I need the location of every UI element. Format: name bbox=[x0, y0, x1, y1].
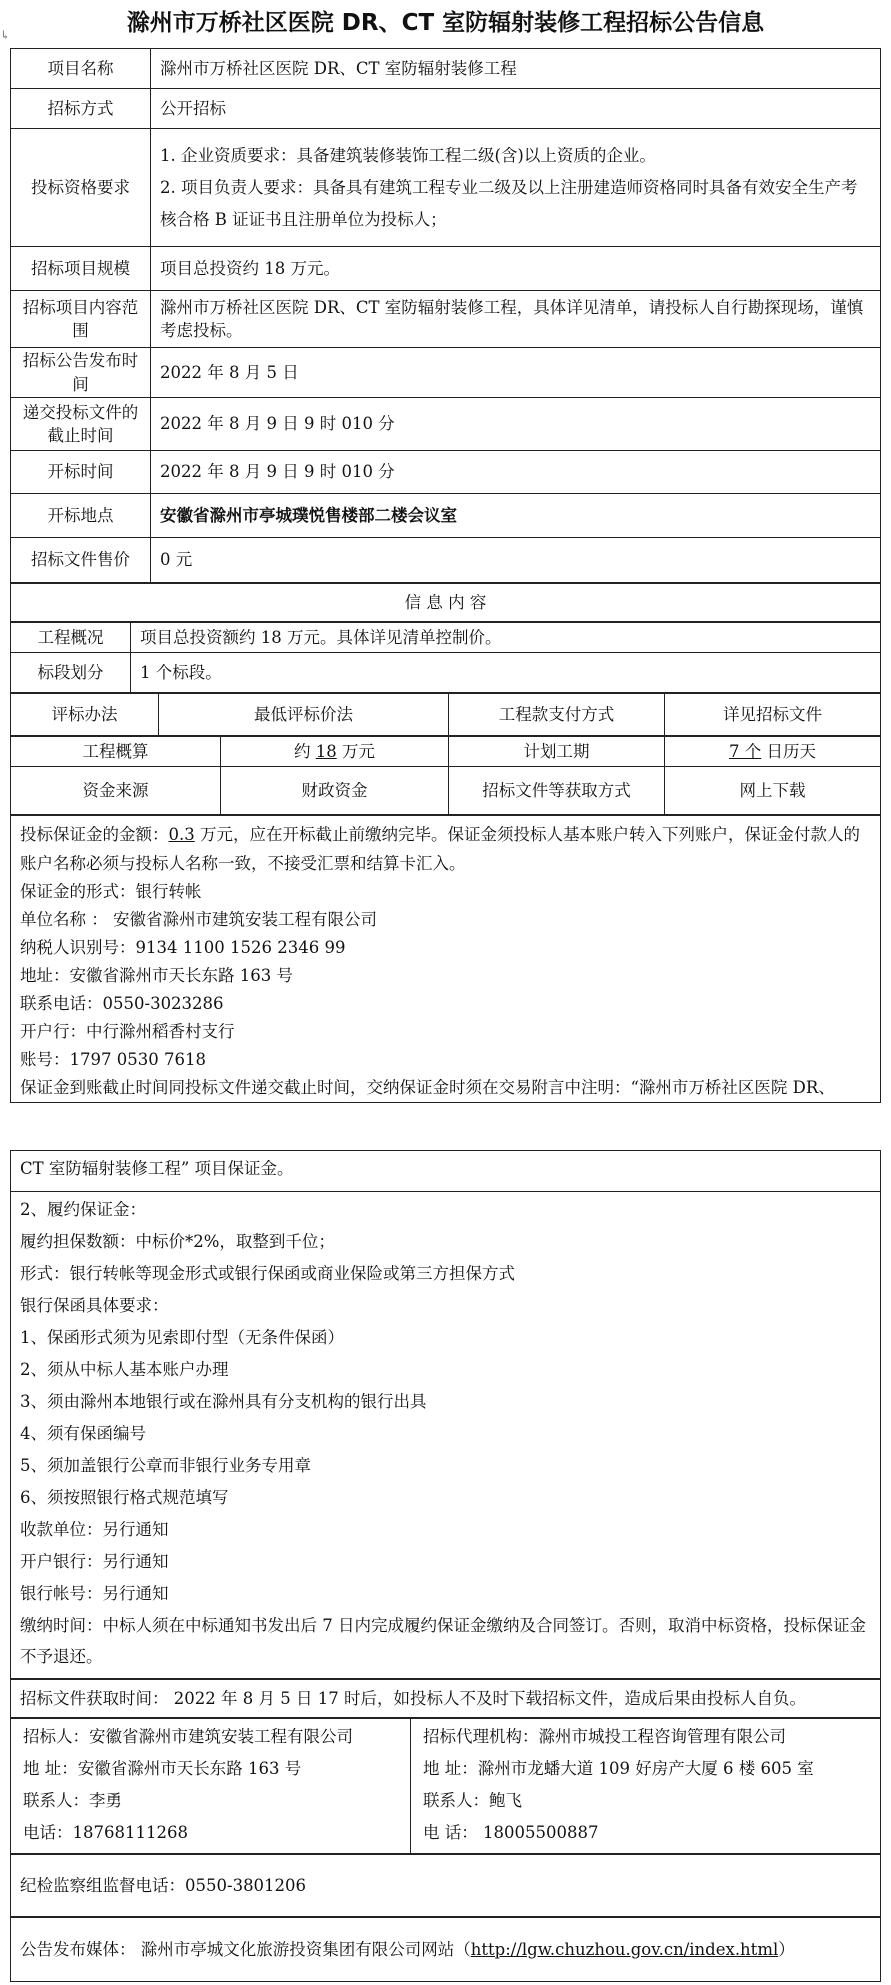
value: 2022 年 8 月 9 日 9 时 010 分 bbox=[151, 398, 881, 451]
label: 工程概况 bbox=[11, 623, 131, 653]
tenderer-phone: 电话：18768111268 bbox=[23, 1823, 188, 1842]
deposit-account: 账号：1797 0530 7618 bbox=[20, 1050, 206, 1069]
value: 滁州市万桥社区医院 DR、CT 室防辐射装修工程 bbox=[151, 49, 881, 89]
deposit-note: 保证金到账截止时间同投标文件递交截止时间，交纳保证金时须在交易附言中注明：“滁州市万桥社区医院 DR、 bbox=[20, 1078, 835, 1097]
guarantee-req: 1、保函形式须为见索即付型（无条件保函） bbox=[20, 1328, 344, 1347]
value: 2022 年 8 月 5 日 bbox=[151, 348, 881, 398]
media-link[interactable]: http://lgw.chuzhou.gov.cn/index.html bbox=[470, 1939, 779, 1959]
value: 网上下载 bbox=[665, 767, 881, 815]
value: 公开招标 bbox=[151, 89, 881, 129]
value: 项目总投资额约 18 万元。具体详见清单控制价。 bbox=[131, 623, 881, 653]
obtain-time: 招标文件获取时间： 2022 年 8 月 5 日 17 时后，如投标人不及时下载招标文件，造成后果由投标人自负。 bbox=[11, 1680, 881, 1718]
margin-marker-icon: ↳ bbox=[0, 28, 11, 42]
supervision-phone: 纪检监察组监督电话：0550-3801206 bbox=[11, 1855, 881, 1917]
deposit-form: 保证金的形式：银行转帐 bbox=[20, 882, 202, 901]
announcement-page-2 bbox=[10, 1150, 881, 1982]
payee-bank: 开户银行：另行通知 bbox=[20, 1552, 169, 1571]
label: 招标文件等获取方式 bbox=[449, 767, 665, 815]
agent-phone: 电 话： 18005500887 bbox=[423, 1823, 599, 1842]
deposit-address: 地址：安徽省滁州市天长东路 163 号 bbox=[20, 966, 293, 985]
deposit-tax-id: 纳税人识别号：9134 1100 1526 2346 99 bbox=[20, 938, 346, 957]
row-publish-time bbox=[11, 348, 881, 398]
qualification-item: 2. 项目负责人要求：具备具有建筑工程专业二级及以上注册建造师资格同时具备有效安全生产考核合格 B 证证书且注册单位为投标人； bbox=[160, 177, 858, 229]
value: 约 18 万元 bbox=[221, 737, 449, 767]
tenderer-address: 地 址：安徽省滁州市天长东路 163 号 bbox=[23, 1759, 302, 1778]
media-table: 公告发布媒体： 滁州市亭城文化旅游投资集团有限公司网站（http://lgw.chuzhou.gov.cn/index.html） bbox=[10, 1917, 881, 1982]
obtain-table bbox=[10, 1679, 881, 1718]
label: 开标时间 bbox=[11, 451, 151, 494]
deposit-unit: 单位名称 ： 安徽省滁州市建筑安装工程有限公司 bbox=[20, 910, 377, 929]
value: 详见招标文件 bbox=[665, 694, 881, 736]
value: 7 个 日历天 bbox=[665, 737, 881, 767]
row-evaluation bbox=[11, 694, 881, 736]
value: 滁州市万桥社区医院 DR、CT 室防辐射装修工程，具体详见清单，请投标人自行勘探现场，谨慎考虑投标。 bbox=[151, 291, 881, 348]
tenderer-name: 招标人：安徽省滁州市建筑安装工程有限公司 bbox=[23, 1727, 353, 1746]
supervision-table bbox=[10, 1854, 881, 1917]
label: 资金来源 bbox=[11, 767, 221, 815]
value: 0 元 bbox=[151, 538, 881, 583]
payee: 收款单位：另行通知 bbox=[20, 1520, 169, 1539]
summary-grid-b bbox=[10, 736, 881, 815]
row-sections bbox=[11, 653, 881, 693]
row-scale bbox=[11, 247, 881, 291]
label: 招标项目规模 bbox=[11, 247, 151, 291]
row-deadline bbox=[11, 398, 881, 451]
guarantee-req: 4、须有保函编号 bbox=[20, 1424, 146, 1443]
announcement-page-1 bbox=[10, 48, 881, 1103]
row-project-name bbox=[11, 49, 881, 89]
value: 1 个标段。 bbox=[131, 653, 881, 693]
value: 项目总投资约 18 万元。 bbox=[151, 247, 881, 291]
label: 标段划分 bbox=[11, 653, 131, 693]
label: 计划工期 bbox=[449, 737, 665, 767]
label: 招标方式 bbox=[11, 89, 151, 129]
label: 递交投标文件的截止时间 bbox=[11, 398, 151, 451]
deposit-amount-text: 投标保证金的金额：0.3 万元，应在开标截止前缴纳完毕。保证金须投标人基本账户转入下列账户，保证金付款人的账户名称必须与投标人名称一致，不接受汇票和结算卡汇入。 bbox=[20, 825, 860, 873]
label: 招标公告发布时间 bbox=[11, 348, 151, 398]
deposit-phone: 联系电话：0550-3023286 bbox=[20, 994, 224, 1013]
label: 招标文件售价 bbox=[11, 538, 151, 583]
deposit-table bbox=[10, 815, 881, 1103]
row-scope bbox=[11, 291, 881, 348]
row-opening-place bbox=[11, 494, 881, 538]
row-overview bbox=[11, 623, 881, 653]
value: 最低评标价法 bbox=[159, 694, 449, 736]
guarantee-req: 3、须由滁州本地银行或在滁州具有分支机构的银行出具 bbox=[20, 1392, 427, 1411]
guarantee-title: 银行保函具体要求： bbox=[20, 1296, 169, 1315]
agent-contact: 联系人：鲍飞 bbox=[423, 1791, 522, 1810]
agent-address: 地 址：滁州市龙蟠大道 109 好房产大厦 6 楼 605 室 bbox=[423, 1759, 814, 1778]
label: 开标地点 bbox=[11, 494, 151, 538]
label: 项目名称 bbox=[11, 49, 151, 89]
budget-amount: 18 bbox=[315, 741, 337, 761]
performance-amount: 履约担保数额：中标价*2%，取整到千位； bbox=[20, 1232, 335, 1251]
contact-table bbox=[10, 1718, 881, 1854]
payee-account: 银行帐号：另行通知 bbox=[20, 1584, 169, 1603]
period-days: 7 个 bbox=[729, 741, 762, 761]
row-doc-price bbox=[11, 538, 881, 583]
basic-info-table bbox=[10, 48, 881, 583]
label: 评标办法 bbox=[11, 694, 159, 736]
label: 工程概算 bbox=[11, 737, 221, 767]
value: 财政资金 bbox=[221, 767, 449, 815]
row-budget bbox=[11, 737, 881, 767]
guarantee-req: 2、须从中标人基本账户办理 bbox=[20, 1360, 229, 1379]
row-opening-time bbox=[11, 451, 881, 494]
value: 2022 年 8 月 9 日 9 时 010 分 bbox=[151, 451, 881, 494]
media-label: 公告发布媒体： 滁州市亭城文化旅游投资集团有限公司网站（ bbox=[20, 1939, 471, 1959]
summary-grid-a bbox=[10, 693, 881, 736]
info-header: 信 息 内 容 bbox=[11, 584, 881, 622]
performance-table bbox=[10, 1150, 881, 1679]
row-method bbox=[11, 89, 881, 129]
guarantee-req: 6、须按照银行格式规范填写 bbox=[20, 1488, 229, 1507]
performance-title: 2、履约保证金： bbox=[20, 1200, 146, 1219]
tenderer-contact: 联系人：李勇 bbox=[23, 1791, 122, 1810]
deposit-note-cont: CT 室防辐射装修工程” 项目保证金。 bbox=[20, 1159, 294, 1178]
performance-deadline: 缴纳时间：中标人须在中标通知书发出后 7 日内完成履约保证金缴纳及合同签订。否则，取消中标资格，投标保证金不予退还。 bbox=[20, 1616, 866, 1666]
page-title: 滁州市万桥社区医院 DR、CT 室防辐射装修工程招标公告信息 bbox=[126, 10, 765, 36]
row-qualification bbox=[11, 129, 881, 247]
value: 安徽省滁州市亭城璞悦售楼部二楼会议室 bbox=[151, 494, 881, 538]
overview-table bbox=[10, 622, 881, 693]
agent-name: 招标代理机构：滁州市城投工程咨询管理有限公司 bbox=[423, 1727, 786, 1746]
deposit-bank: 开户行：中行滁州稻香村支行 bbox=[20, 1022, 235, 1041]
label: 招标项目内容范围 bbox=[11, 291, 151, 348]
guarantee-req: 5、须加盖银行公章而非银行业务专用章 bbox=[20, 1456, 311, 1475]
label: 工程款支付方式 bbox=[449, 694, 665, 736]
qualification-item: 1. 企业资质要求：具备建筑装修装饰工程二级(含)以上资质的企业。 bbox=[160, 145, 656, 165]
label: 投标资格要求 bbox=[11, 129, 151, 247]
info-header-table bbox=[10, 583, 881, 622]
performance-form: 形式：银行转帐等现金形式或银行保函或商业保险或第三方担保方式 bbox=[20, 1264, 515, 1283]
row-fund bbox=[11, 767, 881, 815]
